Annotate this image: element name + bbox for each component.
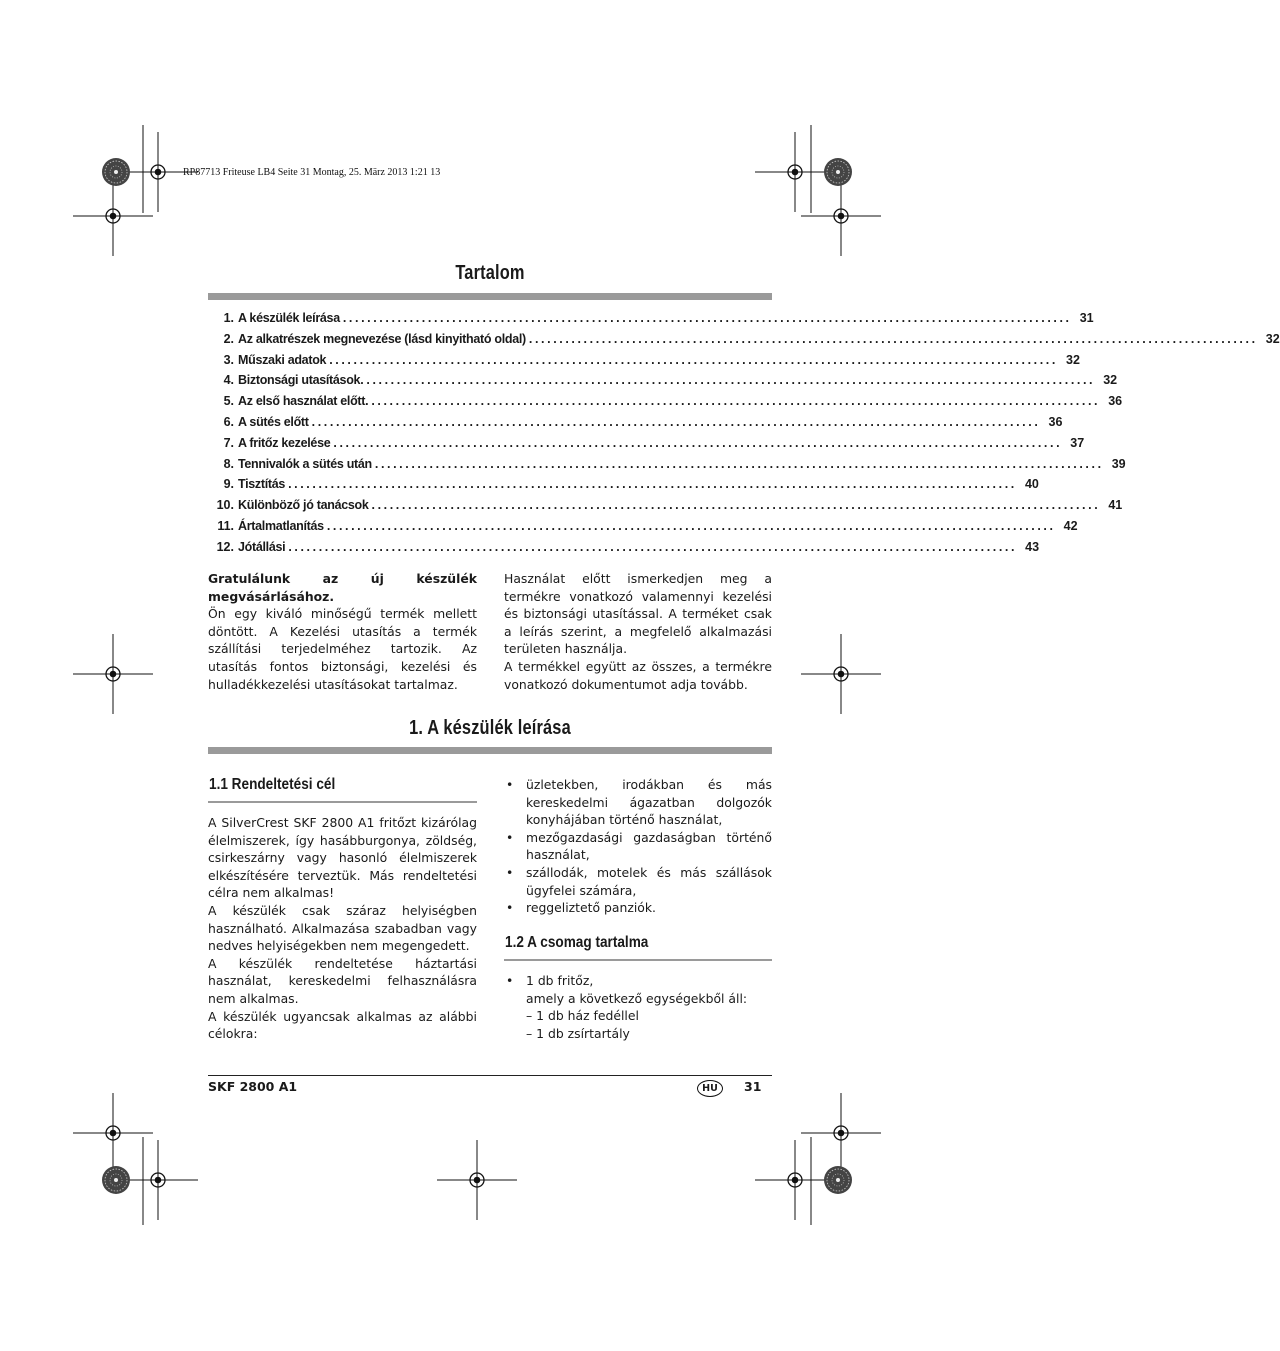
toc-item-title: Különböző jó tanácsok [238, 498, 369, 513]
intro-right [504, 570, 772, 693]
toc-list [208, 311, 1280, 561]
toc-item [208, 311, 1094, 332]
toc-item [208, 456, 1126, 478]
package-subitem: – 1 db zsírtartály [526, 1025, 630, 1041]
toc-item-number: 12. [216, 539, 234, 554]
purpose-p1: A SilverCrest SKF 2800 A1 fritőzt kizárólag élelmiszerek, így hasábburgonya, zöldség, csirkeszárny vagy hasonló élelmiszerek elkészítésére terveztük. Más rendeltetési célra nem alkalmas! [208, 815, 477, 901]
toc-leader: ........................................................................................................................ [311, 414, 1041, 429]
toc-item-number: 4. [223, 373, 234, 388]
toc-item-page: 42 [1063, 518, 1078, 533]
toc-leader: ........................................................................................................................ [333, 435, 1063, 450]
subsection-title-1-2: 1.2 A csomag tartalma [505, 934, 649, 951]
list-item: • mezőgazdasági gazdaságban történő használat, [504, 829, 772, 864]
color-target-icon [102, 1166, 130, 1194]
crop-mark-icon [801, 176, 881, 256]
toc-item-title: Biztonsági utasítások. [238, 373, 364, 388]
toc-leader: ........................................................................................................................ [288, 477, 1017, 492]
list-item: • reggeliztető panziók. [504, 899, 772, 917]
toc-leader: ........................................................................................................................ [371, 394, 1101, 409]
toc-leader: ........................................................................................................................ [371, 498, 1101, 513]
purpose-p3: A készülék rendeltetése háztartási használat, kereskedelmi felhasználásra nem alkalmas. [208, 955, 477, 1006]
crop-mark-icon [755, 1140, 835, 1220]
toc-item [208, 331, 1280, 353]
toc-item-number: 1. [223, 311, 234, 325]
toc-item [208, 518, 1078, 540]
footer-rule [208, 1075, 772, 1076]
toc-item [208, 414, 1063, 436]
crop-mark-icon [73, 176, 153, 256]
crop-mark-icon [73, 634, 153, 714]
toc-item-page: 36 [1108, 394, 1123, 409]
toc-item-page: 40 [1024, 477, 1039, 492]
language-badge: HU [697, 1080, 723, 1097]
toc-item-title: A készülék leírása [238, 311, 340, 325]
toc-item-title: Az alkatrészek megnevezése (lásd kinyitható oldal) [238, 331, 526, 346]
toc-leader: ........................................................................................................................ [528, 331, 1258, 346]
list-item: • szállodák, motelek és más szállások ügyfelei számára, [504, 864, 772, 899]
toc-item-title: Tennivalók a sütés után [238, 456, 372, 471]
toc-item [208, 435, 1085, 457]
toc-leader: ........................................................................................................................ [326, 518, 1056, 533]
color-target-icon [824, 1166, 852, 1194]
toc-item-page: 37 [1070, 435, 1085, 450]
intro-right-p1: Használat előtt ismerkedjen meg a termékre vonatkozó valamennyi kezelési és biztonsági utasítással. A terméket csak a leírás szerint, a megfelelő alkalmazási területen használja. [504, 571, 772, 657]
intro-left-text: Ön egy kiváló minőségű termék mellett döntött. A Kezelési utasítás a termék szállítási terjedelméhez tartozik. Az utasítás fontos biztonsági, kezelési és hulladékkezelési utasításokat tartalmaz. [208, 606, 477, 692]
subsection-rule [208, 801, 477, 803]
list-item: • üzletekben, irodákban és más kereskedelmi ágazatban dolgozók konyhájában történő használat, [504, 776, 772, 829]
crop-mark-icon [801, 634, 881, 714]
toc-item-title: Műszaki adatok [238, 352, 327, 367]
toc-item-number: 9. [223, 477, 234, 492]
toc-item-number: 8. [223, 456, 234, 471]
purpose-p2: A készülék csak száraz helyiségben használható. Alkalmazása szabadban vagy nedves helyiségekben nem megengedett. [208, 902, 477, 954]
toc-item-title: A sütés előtt [238, 414, 309, 429]
section-rule [208, 747, 772, 754]
list-item [504, 972, 772, 1007]
toc-rule [208, 293, 772, 300]
color-target-icon [102, 158, 130, 186]
toc-item-number: 5. [223, 394, 234, 409]
toc-item-title: A fritőz kezelése [238, 435, 331, 450]
toc-item-page: 32 [1265, 331, 1280, 346]
crop-mark-icon [801, 1093, 881, 1173]
color-target-icon [824, 158, 852, 186]
toc-item [208, 352, 1080, 374]
purpose-p4: A készülék ugyancsak alkalmas az alábbi célokra: [208, 1008, 477, 1042]
toc-item-page: 36 [1048, 414, 1063, 429]
toc-leader: ........................................................................................................................ [366, 373, 1096, 388]
toc-item [208, 373, 1118, 394]
toc-item-number: 6. [223, 414, 234, 429]
crop-mark-icon [73, 1093, 153, 1173]
intro-left [208, 570, 477, 693]
toc-leader: ........................................................................................................................ [288, 539, 1018, 554]
toc-item [208, 394, 1123, 415]
page-number: 31 [744, 1079, 762, 1094]
toc-title: Tartalom [455, 262, 525, 284]
section-title: 1. A készülék leírása [409, 717, 571, 739]
toc-item-page: 32 [1066, 352, 1080, 367]
print-info: RP87713 Friteuse LB4 Seite 31 Montag, 25. März 2013 1:21 13 [183, 167, 441, 178]
toc-item-number: 11. [217, 518, 234, 533]
crop-mark-icon [755, 132, 835, 212]
toc-leader: ........................................................................................................................ [329, 352, 1058, 367]
toc-leader: ........................................................................................................................ [374, 456, 1104, 471]
toc-item [208, 477, 1039, 498]
toc-item-page: 41 [1108, 498, 1123, 513]
toc-item-number: 3. [223, 352, 234, 367]
package-contents [504, 972, 772, 1042]
toc-item-number: 2. [223, 331, 234, 346]
toc-item-page: 43 [1025, 539, 1040, 554]
toc-item-number: 10. [216, 498, 234, 513]
toc-item-page: 31 [1079, 311, 1094, 325]
crop-mark-icon [437, 1140, 517, 1220]
footer-model: SKF 2800 A1 [208, 1079, 298, 1094]
subsection-title-1-1: 1.1 Rendeltetési cél [209, 776, 336, 793]
package-item-cont: amely a következő egységekből áll: [526, 990, 748, 1006]
toc-item-title: Tisztítás [238, 477, 286, 492]
package-subitem: – 1 db ház fedéllel [526, 1008, 639, 1024]
purpose-text [208, 814, 477, 1043]
toc-item-page: 32 [1103, 373, 1118, 388]
toc-item [208, 539, 1040, 561]
subsection-rule [504, 959, 772, 961]
toc-item-title: Ártalmatlanítás [238, 518, 324, 533]
intro-right-p2: A termékkel együtt az összes, a termékre vonatkozó dokumentumot adja tovább. [504, 658, 772, 692]
purpose-bullets [504, 776, 772, 917]
toc-item-number: 7. [223, 435, 234, 450]
package-item: 1 db fritőz, [526, 973, 594, 988]
toc-item [208, 498, 1123, 519]
congrats-heading: Gratulálunk az új készülék megvásárlásához. [208, 571, 477, 604]
toc-item-page: 39 [1111, 456, 1126, 471]
toc-leader: ........................................................................................................................ [342, 311, 1072, 325]
toc-item-title: Jótállási [238, 539, 286, 554]
toc-item-title: Az első használat előtt. [238, 394, 369, 409]
